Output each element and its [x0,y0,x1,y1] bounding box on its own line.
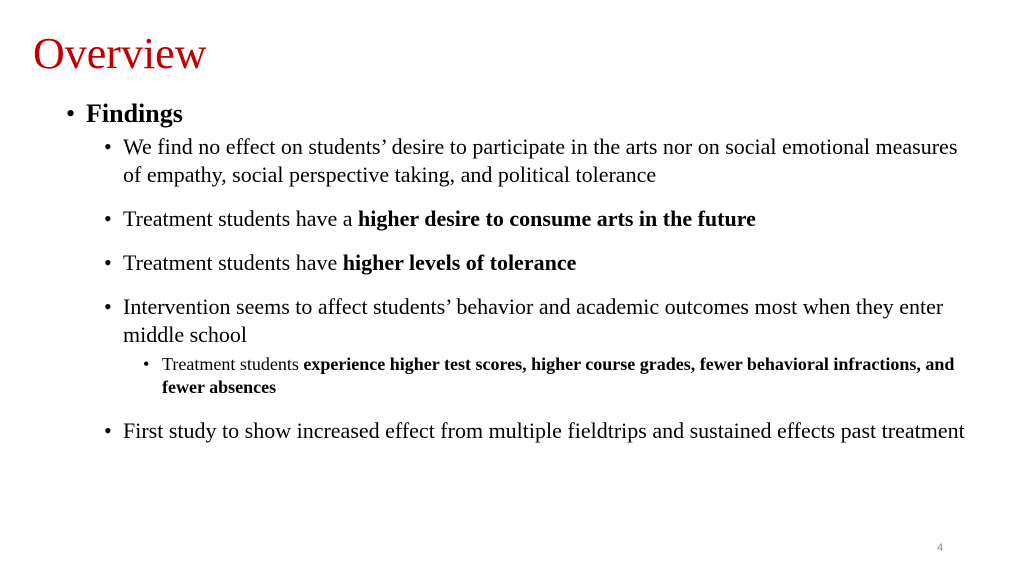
bullet-dot-icon: • [104,294,112,319]
page-number: 4 [936,542,944,554]
finding-item-4 [0,293,973,349]
finding-subitem [0,353,972,399]
finding-text: First study to show increased effect from multiple fieldtrips and sustained effects past treatment [123,418,965,443]
findings-heading-item [0,98,1024,130]
bullet-dot-icon: • [66,99,76,128]
findings-heading: Findings [86,99,183,128]
finding-sub-text: Treatment students [162,354,304,374]
finding-item-3 [0,249,973,277]
finding-bold-text: higher desire to consume arts in the future [358,206,756,231]
bullet-dot-icon: • [143,354,150,374]
bullet-dot-icon: • [104,250,112,275]
finding-item-5 [0,417,973,445]
finding-item-2 [0,205,973,233]
finding-text: We find no effect on students’ desire to participate in the arts nor on social emotional measures of empathy, social perspective taking, and political tolerance [123,134,958,187]
finding-item-1 [0,133,973,189]
bullet-dot-icon: • [104,134,112,159]
finding-text: Treatment students have a [123,206,359,231]
bullet-dot-icon: • [104,418,112,443]
bullet-dot-icon: • [104,206,112,231]
slide-content [0,98,1024,445]
finding-text: Treatment students have [123,250,343,275]
slide-title: Overview [33,29,207,78]
finding-bold-text: higher levels of tolerance [342,250,577,275]
finding-text: Intervention seems to affect students’ behavior and academic outcomes most when they enter middle school [123,294,944,347]
finding-sub-bold-text: experience higher test scores, higher course grades, fewer behavioral infractions, and fewer absences [162,354,955,397]
